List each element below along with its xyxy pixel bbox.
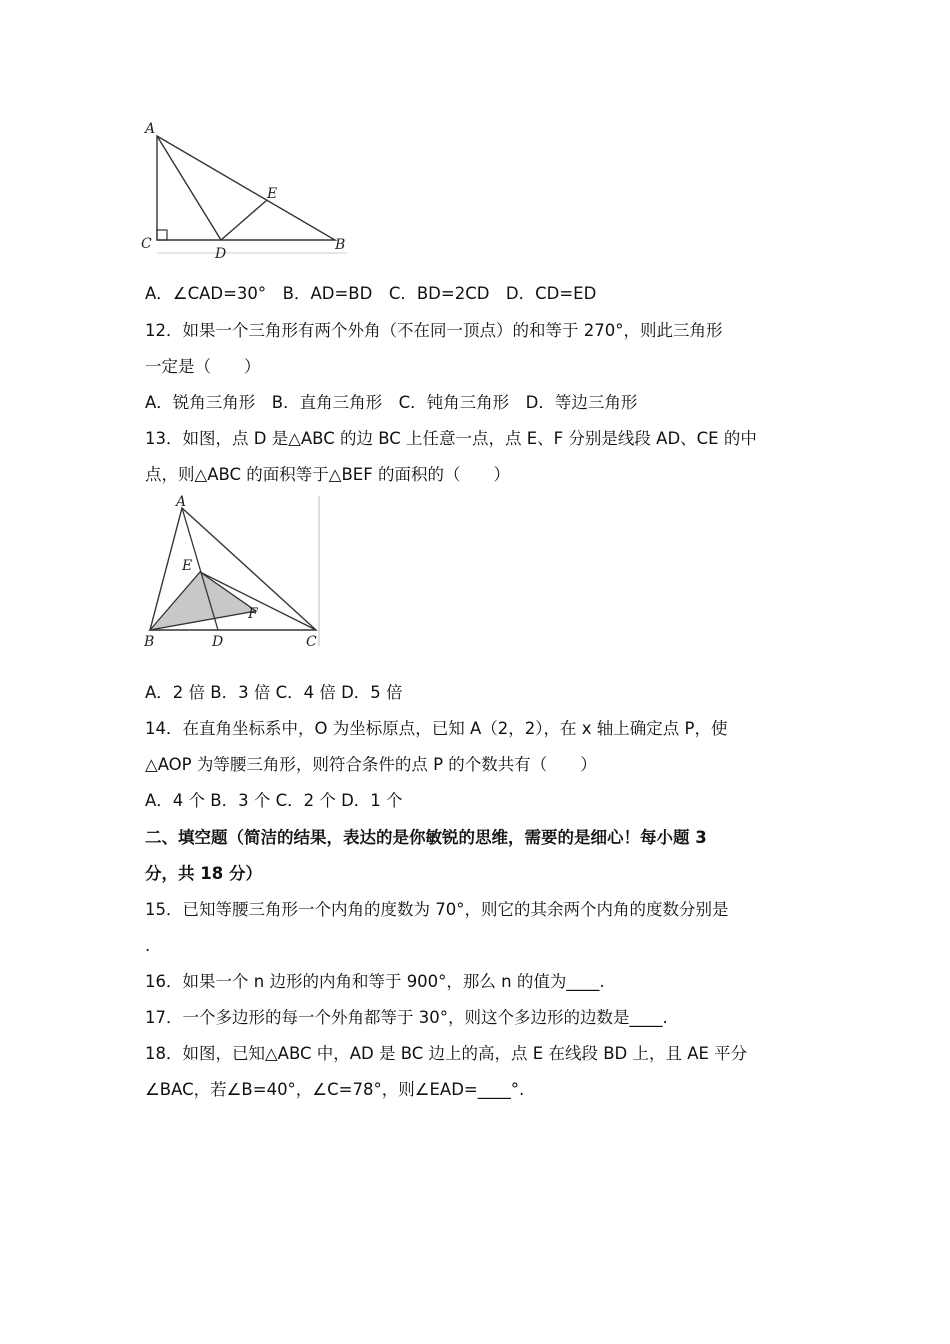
q11-options: A．∠CAD=30° B．AD=BD C．BD=2CD D．CD=ED <box>145 284 597 303</box>
q13-options: A．2 倍 B．3 倍 C．4 倍 D．5 倍 <box>145 683 403 702</box>
label-a: A <box>145 121 156 137</box>
segment-de <box>221 200 267 240</box>
q15-line2: . <box>145 936 151 955</box>
segment-ad <box>157 136 221 240</box>
label-b: B <box>335 237 346 253</box>
label-d: D <box>212 634 224 650</box>
q14-options: A．4 个 B．3 个 C．2 个 D．1 个 <box>145 791 403 810</box>
q14-line1: 14．在直角坐标系中，O 为坐标原点，已知 A（2，2），在 x 轴上确定点 P，使 <box>145 719 728 738</box>
label-c: C <box>306 634 317 650</box>
q12-line1: 12．如果一个三角形有两个外角（不在同一顶点）的和等于 270°，则此三角形 <box>145 321 723 340</box>
label-b: B <box>144 634 155 650</box>
label-d: D <box>215 246 227 262</box>
label-c: C <box>141 236 152 252</box>
q17: 17．一个多边形的每一个外角都等于 30°，则这个多边形的边数是____. <box>145 1008 668 1027</box>
q13-line2: 点，则△ABC 的面积等于△BEF 的面积的（ ） <box>145 465 510 484</box>
figure-right-triangle-abc <box>135 118 355 263</box>
q15-line1: 15．已知等腰三角形一个内角的度数为 70°，则它的其余两个内角的度数分别是 <box>145 900 729 919</box>
q14-line2: △AOP 为等腰三角形，则符合条件的点 P 的个数共有（ ） <box>145 755 597 774</box>
q12-line2: 一定是（ ） <box>145 357 261 376</box>
triangle-abc <box>157 136 335 240</box>
q12-options: A．锐角三角形 B．直角三角形 C．钝角三角形 D．等边三角形 <box>145 393 638 412</box>
section2-heading-line1: 二、填空题（简洁的结果，表达的是你敏锐的思维，需要的是细心！每小题 3 <box>145 828 707 847</box>
q13-line1: 13．如图，点 D 是△ABC 的边 BC 上任意一点，点 E、F 分别是线段 AD、CE 的中 <box>145 429 757 448</box>
label-e: E <box>182 558 193 574</box>
label-f: F <box>248 606 258 622</box>
q18-line1: 18．如图，已知△ABC 中，AD 是 BC 边上的高，点 E 在线段 BD 上，且 AE 平分 <box>145 1044 748 1063</box>
figure-triangle-bef <box>138 494 323 654</box>
q18-line2: ∠BAC，若∠B=40°，∠C=78°，则∠EAD=____°. <box>145 1080 525 1099</box>
label-a: A <box>176 494 187 510</box>
label-e: E <box>267 186 278 202</box>
section2-heading-line2: 分，共 18 分） <box>145 864 262 883</box>
q16: 16．如果一个 n 边形的内角和等于 900°，那么 n 的值为____. <box>145 972 605 991</box>
right-angle-mark <box>157 230 167 240</box>
